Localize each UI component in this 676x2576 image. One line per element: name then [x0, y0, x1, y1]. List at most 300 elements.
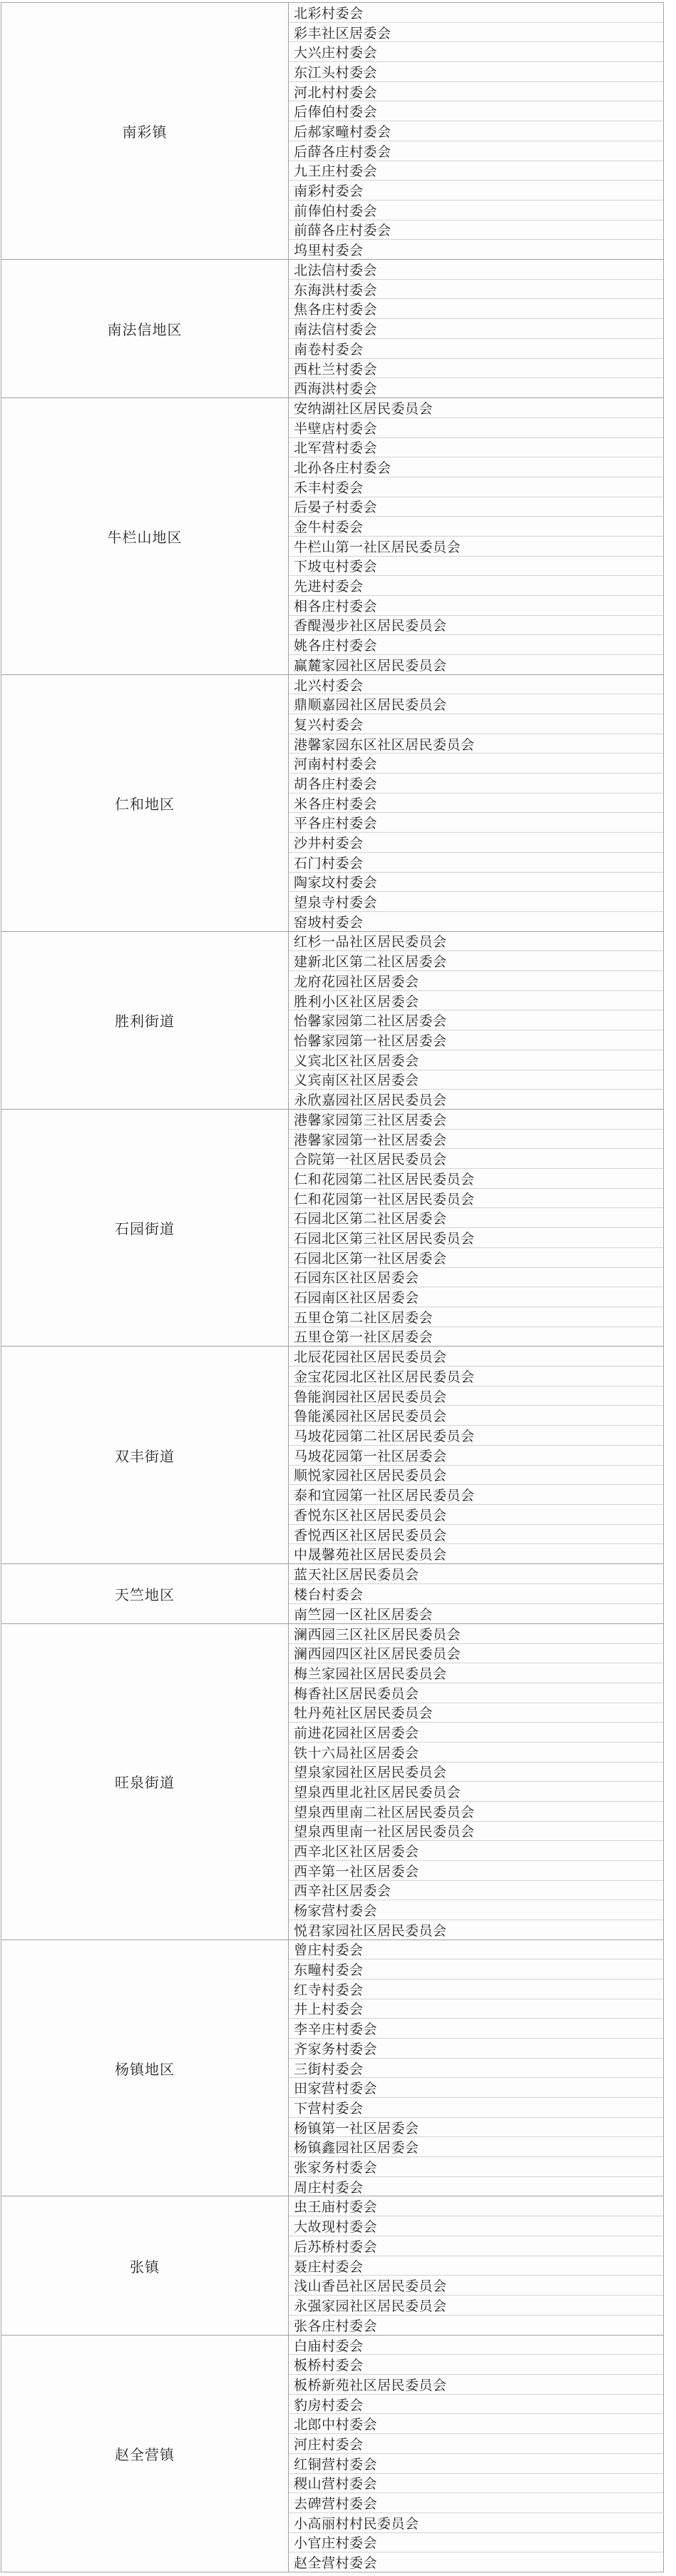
district-label: 赵全营镇 [115, 2445, 175, 2463]
committee-label: 赵全营村委会 [294, 2555, 378, 2572]
district-cell [1, 2336, 289, 2572]
committee-rows [289, 3, 663, 259]
committee-row [289, 1940, 663, 1960]
committee-row [289, 2375, 663, 2395]
committee-label: 白庙村委会 [294, 2338, 364, 2354]
committee-row [289, 1782, 663, 1802]
committee-label: 复兴村委会 [294, 716, 364, 733]
district-section [1, 675, 663, 932]
committee-row [289, 1644, 663, 1664]
committee-row [289, 635, 663, 655]
district-cell [1, 260, 289, 397]
committee-rows [289, 2196, 663, 2334]
committee-row [289, 2098, 663, 2118]
committee-row [289, 1327, 663, 1347]
committee-row [289, 1130, 663, 1150]
district-cell [1, 2196, 289, 2334]
committee-label: 胡各庄村委会 [294, 776, 378, 792]
committee-row [289, 2395, 663, 2415]
committee-row [289, 517, 663, 537]
committee-label: 永强家园社区居民委员会 [294, 2298, 447, 2315]
committee-row [289, 2316, 663, 2335]
committee-label: 南彩村委会 [294, 183, 364, 200]
committee-label: 金宝花园北区社区居民委员会 [294, 1369, 475, 1385]
committee-label: 鲁能溪园社区居民委员会 [294, 1409, 447, 1425]
committee-row [289, 991, 663, 1011]
committee-label: 大兴庄村委会 [294, 45, 378, 61]
committee-row [289, 1366, 663, 1386]
committee-label: 石园南区社区居委会 [294, 1290, 419, 1307]
committee-row [289, 2216, 663, 2236]
committee-label: 板桥新苑社区居民委员会 [294, 2377, 447, 2393]
district-section [1, 1564, 663, 1624]
committee-row [289, 1169, 663, 1189]
committee-label: 石园东区社区居委会 [294, 1270, 419, 1287]
district-section [1, 2336, 663, 2572]
committee-label: 西海洪村委会 [294, 381, 378, 397]
committee-label: 鲁能润园社区居民委员会 [294, 1389, 447, 1405]
committee-row [289, 1743, 663, 1763]
committee-label: 石园北区第一社区居委会 [294, 1250, 447, 1267]
committee-label: 北法信村委会 [294, 262, 378, 278]
committee-row [289, 774, 663, 793]
committee-rows [289, 932, 663, 1109]
committee-rows [289, 2336, 663, 2572]
committee-row [289, 2078, 663, 2098]
committee-rows [289, 260, 663, 397]
committee-row [289, 1030, 663, 1050]
district-label: 南法信地区 [107, 321, 183, 339]
committee-row [289, 1386, 663, 1406]
committee-row [289, 1208, 663, 1228]
committee-label: 李辛庄村委会 [294, 2022, 378, 2038]
committee-label: 红杉一品社区居民委员会 [294, 934, 447, 950]
committee-label: 泰和宜园第一社区居民委员会 [294, 1488, 475, 1504]
committee-label: 马坡花园第二社区居民委员会 [294, 1429, 475, 1444]
committee-row [289, 1426, 663, 1446]
committee-label: 怡馨家园第一社区居委会 [294, 1033, 447, 1050]
committee-label: 西辛社区居委会 [294, 1883, 391, 1900]
committee-label: 澜西园三区社区居民委员会 [294, 1626, 461, 1643]
committee-row [289, 181, 663, 201]
committee-row [289, 62, 663, 82]
committee-label: 东疃村委会 [294, 1962, 364, 1979]
committee-row [289, 1189, 663, 1209]
committee-row [289, 1920, 663, 1939]
committee-row [289, 1703, 663, 1723]
committee-row [289, 1822, 663, 1842]
committee-label: 坞里村委会 [294, 243, 364, 259]
committee-row [289, 1881, 663, 1901]
committee-row [289, 1268, 663, 1288]
committee-label: 张各庄村委会 [294, 2318, 378, 2334]
district-section [1, 3, 663, 260]
committee-label: 西杜兰村委会 [294, 361, 378, 377]
committee-label: 彩丰社区居委会 [294, 25, 391, 41]
committee-label: 西辛北区社区居委会 [294, 1844, 419, 1860]
committee-label: 梅兰家园社区居民委员会 [294, 1666, 447, 1683]
committee-label: 河北村村委会 [294, 84, 378, 101]
committee-rows [289, 1940, 663, 2196]
committee-label: 望泉家园社区居民委员会 [294, 1765, 447, 1781]
committee-row [289, 2276, 663, 2296]
committee-label: 铁十六局社区居委会 [294, 1745, 419, 1761]
committee-label: 窑坡村委会 [294, 914, 364, 930]
committee-label: 小高丽村村民委员会 [294, 2515, 419, 2532]
district-label: 牛栏山地区 [107, 528, 183, 546]
committee-label: 南卷村委会 [294, 341, 364, 358]
committee-row [289, 3, 663, 23]
committee-row [289, 1604, 663, 1623]
committee-row [289, 1149, 663, 1169]
committee-label: 合院第一社区居民委员会 [294, 1152, 447, 1168]
district-cell [1, 1940, 289, 2196]
committee-row [289, 793, 663, 813]
committee-row [289, 1683, 663, 1703]
committee-label: 义宾北区社区居委会 [294, 1053, 419, 1069]
committee-row [289, 1347, 663, 1366]
committee-row [289, 220, 663, 240]
committee-label: 禾丰村委会 [294, 480, 364, 496]
committee-row [289, 23, 663, 43]
district-cell [1, 398, 289, 674]
committee-row [289, 280, 663, 300]
district-label: 南彩镇 [122, 123, 168, 141]
committee-label: 周庄村委会 [294, 2179, 364, 2196]
committee-label: 下坡屯村委会 [294, 559, 378, 575]
committee-row [289, 1841, 663, 1861]
committee-label: 南竺园一区社区居委会 [294, 1606, 434, 1623]
committee-label: 杨镇第一社区居委会 [294, 2120, 419, 2136]
committee-row [289, 319, 663, 339]
committee-label: 虫王庙村委会 [294, 2199, 378, 2216]
committee-label: 去碑营村委会 [294, 2496, 378, 2512]
committee-label: 平各庄村委会 [294, 816, 378, 832]
committee-label: 曾庄村委会 [294, 1942, 364, 1959]
committee-label: 北彩村委会 [294, 5, 364, 21]
committee-row [289, 2533, 663, 2553]
committee-label: 五里仓第一社区居委会 [294, 1329, 434, 1346]
committee-label: 稷山营村委会 [294, 2476, 378, 2493]
committee-label: 永欣嘉园社区居民委员会 [294, 1092, 447, 1109]
district-cell [1, 1624, 289, 1939]
committee-label: 相各庄村委会 [294, 598, 378, 614]
committee-row [289, 2059, 663, 2079]
committee-label: 米各庄村委会 [294, 796, 378, 812]
committee-label: 望泉西里北社区居民委员会 [294, 1785, 461, 1801]
committee-label: 金牛村委会 [294, 519, 364, 536]
committee-label: 红铜营村委会 [294, 2456, 378, 2473]
committee-label: 后苏桥村委会 [294, 2238, 378, 2255]
committee-row [289, 339, 663, 359]
committee-label: 龙府花园社区居委会 [294, 973, 419, 990]
committee-label: 南法信村委会 [294, 322, 378, 338]
committee-row [289, 932, 663, 952]
committee-label: 陶家坟村委会 [294, 875, 378, 891]
committee-label: 牛栏山第一社区居民委员会 [294, 539, 461, 555]
committee-rows [289, 675, 663, 931]
committee-rows [289, 1347, 663, 1563]
committee-label: 望泉西里南二社区居民委员会 [294, 1804, 475, 1820]
committee-label: 井上村委会 [294, 2002, 364, 2018]
committee-row [289, 42, 663, 62]
district-section [1, 1110, 663, 1347]
committee-row [289, 1466, 663, 1486]
committee-label: 港馨家园东区社区居民委员会 [294, 736, 475, 753]
committee-row [289, 418, 663, 438]
district-label: 胜利街道 [115, 1013, 175, 1030]
committee-row [289, 1564, 663, 1584]
committee-label: 港馨家园第一社区居委会 [294, 1132, 447, 1148]
committee-row [289, 121, 663, 141]
committee-label: 浅山香邑社区居民委员会 [294, 2278, 447, 2295]
committee-label: 齐家务村委会 [294, 2041, 378, 2057]
district-committee-table [1, 2, 664, 2572]
committee-label: 鼎顺嘉园社区居民委员会 [294, 697, 447, 714]
committee-label: 东海洪村委会 [294, 282, 378, 298]
committee-row [289, 1070, 663, 1090]
committee-row [289, 1446, 663, 1466]
committee-row [289, 2236, 663, 2256]
district-label: 仁和地区 [115, 795, 175, 813]
committee-label: 田家营村委会 [294, 2081, 378, 2097]
committee-row [289, 655, 663, 674]
committee-label: 仁和花园第一社区居民委员会 [294, 1191, 475, 1207]
committee-label: 前薛各庄村委会 [294, 223, 391, 239]
district-label: 石园街道 [115, 1220, 175, 1238]
committee-label: 中晟馨苑社区居民委员会 [294, 1547, 447, 1563]
committee-row [289, 853, 663, 873]
committee-row [289, 596, 663, 616]
committee-row [289, 240, 663, 259]
committee-row [289, 813, 663, 833]
district-cell [1, 675, 289, 931]
committee-row [289, 260, 663, 280]
district-cell [1, 3, 289, 259]
committee-row [289, 1307, 663, 1327]
committee-label: 义宾南区社区居委会 [294, 1073, 419, 1089]
committee-row [289, 2118, 663, 2138]
committee-label: 建新北区第二社区居委会 [294, 954, 447, 970]
committee-row [289, 497, 663, 517]
committee-rows [289, 1624, 663, 1939]
committee-row [289, 1979, 663, 1999]
committee-label: 石园北区第三社区居民委员会 [294, 1231, 475, 1247]
district-section [1, 398, 663, 675]
committee-row [289, 537, 663, 557]
district-label: 天竺地区 [115, 1586, 175, 1603]
committee-row [289, 2137, 663, 2157]
committee-label: 聂庄村委会 [294, 2258, 364, 2275]
committee-row [289, 951, 663, 971]
committee-label: 悦君家园社区居民委员会 [294, 1922, 447, 1939]
committee-row [289, 1090, 663, 1109]
committee-row [289, 754, 663, 774]
committee-label: 蓝天社区居民委员会 [294, 1566, 419, 1583]
district-label: 双丰街道 [115, 1447, 175, 1465]
committee-label: 三街村委会 [294, 2061, 364, 2077]
committee-row [289, 971, 663, 991]
committee-label: 东江头村委会 [294, 64, 378, 81]
committee-row [289, 873, 663, 893]
committee-label: 港馨家园第三社区居委会 [294, 1112, 447, 1128]
committee-row [289, 1050, 663, 1070]
committee-label: 杨镇鑫园社区居委会 [294, 2140, 419, 2156]
committee-row [289, 2196, 663, 2216]
committee-row [289, 2177, 663, 2196]
committee-label: 九王庄村委会 [294, 163, 378, 180]
committee-label: 河庄村委会 [294, 2437, 364, 2453]
committee-row [289, 201, 663, 220]
committee-row [289, 1999, 663, 2019]
committee-row [289, 1861, 663, 1881]
district-section [1, 932, 663, 1110]
district-label: 张镇 [130, 2258, 160, 2276]
committee-label: 北孙各庄村委会 [294, 460, 391, 477]
district-cell [1, 1110, 289, 1346]
district-section [1, 1347, 663, 1564]
committee-label: 马坡花园第一社区居委会 [294, 1448, 447, 1464]
committee-row [289, 141, 663, 161]
committee-row [289, 714, 663, 734]
committee-label: 后晏子村委会 [294, 500, 378, 516]
committee-label: 石门村委会 [294, 855, 364, 871]
committee-label: 豹房村委会 [294, 2397, 364, 2413]
committee-row [289, 1584, 663, 1604]
committee-row [289, 2157, 663, 2177]
district-cell [1, 932, 289, 1109]
committee-row [289, 2552, 663, 2572]
district-label: 旺泉街道 [115, 1774, 175, 1792]
committee-label: 板桥村委会 [294, 2358, 364, 2374]
committee-row [289, 161, 663, 181]
committee-row [289, 457, 663, 477]
committee-label: 北辰花园社区居民委员会 [294, 1349, 447, 1366]
committee-label: 顺悦家园社区居民委员会 [294, 1468, 447, 1484]
committee-rows [289, 398, 663, 674]
district-cell [1, 1347, 289, 1563]
committee-label: 香醍漫步社区居民委员会 [294, 618, 447, 634]
committee-row [289, 1505, 663, 1525]
committee-row [289, 82, 663, 102]
committee-row [289, 2296, 663, 2316]
district-section [1, 1624, 663, 1940]
committee-label: 大故现村委会 [294, 2219, 378, 2236]
committee-label: 后俸伯村委会 [294, 104, 378, 121]
committee-label: 河南村村委会 [294, 756, 378, 773]
committee-label: 赢麓家园社区居民委员会 [294, 657, 447, 674]
committee-row [289, 1287, 663, 1307]
committee-row [289, 2039, 663, 2059]
committee-row [289, 616, 663, 636]
committee-label: 先进村委会 [294, 579, 364, 595]
district-label: 杨镇地区 [115, 2060, 175, 2078]
committee-row [289, 1525, 663, 1545]
committee-label: 西辛第一社区居委会 [294, 1863, 419, 1880]
committee-row [289, 2434, 663, 2454]
committee-label: 北军营村委会 [294, 440, 378, 457]
committee-label: 石园北区第二社区居委会 [294, 1211, 447, 1227]
committee-row [289, 1900, 663, 1920]
committee-row [289, 1723, 663, 1743]
committee-row [289, 477, 663, 497]
committee-row [289, 892, 663, 912]
committee-label: 仁和花园第二社区居民委员会 [294, 1171, 475, 1187]
committee-label: 五里仓第二社区居委会 [294, 1309, 434, 1326]
committee-label: 姚各庄村委会 [294, 638, 378, 654]
committee-row [289, 2513, 663, 2533]
committee-label: 半壁店村委会 [294, 420, 378, 437]
committee-row [289, 101, 663, 121]
committee-row [289, 2493, 663, 2513]
committee-row [289, 1485, 663, 1505]
committee-row [289, 2256, 663, 2276]
committee-label: 楼台村委会 [294, 1586, 364, 1603]
committee-row [289, 1110, 663, 1130]
committee-row [289, 2414, 663, 2434]
committee-label: 前俸伯村委会 [294, 203, 378, 219]
committee-label: 焦各庄村委会 [294, 302, 378, 318]
committee-row [289, 359, 663, 379]
committee-row [289, 1624, 663, 1644]
committee-row [289, 1763, 663, 1783]
committee-row [289, 1959, 663, 1979]
committee-rows [289, 1110, 663, 1346]
committee-label: 香悦东区社区居民委员会 [294, 1507, 447, 1523]
committee-row [289, 1248, 663, 1268]
committee-row [289, 2474, 663, 2494]
committee-label: 澜西园四区社区居民委员会 [294, 1646, 461, 1663]
committee-row [289, 1544, 663, 1563]
committee-label: 红寺村委会 [294, 1982, 364, 1998]
committee-label: 张家务村委会 [294, 2159, 378, 2176]
committee-row [289, 1802, 663, 1822]
committee-label: 沙井村委会 [294, 836, 364, 851]
district-cell [1, 1564, 289, 1623]
committee-row [289, 694, 663, 714]
committee-row [289, 912, 663, 931]
committee-row [289, 2355, 663, 2375]
district-section [1, 260, 663, 398]
committee-label: 前进花园社区居委会 [294, 1725, 419, 1742]
committee-label: 杨家营村委会 [294, 1903, 378, 1920]
committee-label: 怡馨家园第二社区居委会 [294, 1013, 447, 1030]
committee-label: 胜利小区社区居委会 [294, 993, 419, 1010]
committee-label: 小官庄村委会 [294, 2535, 378, 2552]
committee-label: 望泉西里南一社区居民委员会 [294, 1824, 475, 1840]
committee-label: 梅香社区居民委员会 [294, 1685, 419, 1702]
committee-row [289, 438, 663, 458]
committee-row [289, 2454, 663, 2474]
committee-row [289, 2336, 663, 2356]
committee-row [289, 398, 663, 418]
committee-label: 香悦西区社区居民委员会 [294, 1527, 447, 1543]
committee-label: 望泉寺村委会 [294, 895, 378, 911]
committee-row [289, 1663, 663, 1683]
committee-row [289, 378, 663, 397]
district-section [1, 1940, 663, 2197]
committee-label: 北郎中村委会 [294, 2417, 378, 2433]
committee-row [289, 833, 663, 853]
committee-label: 后薛各庄村委会 [294, 143, 391, 160]
committee-row [289, 1228, 663, 1248]
committee-label: 下营村委会 [294, 2100, 364, 2116]
committee-row [289, 557, 663, 577]
committee-row [289, 299, 663, 319]
committee-row [289, 576, 663, 596]
committee-rows [289, 1564, 663, 1623]
committee-row [289, 734, 663, 754]
